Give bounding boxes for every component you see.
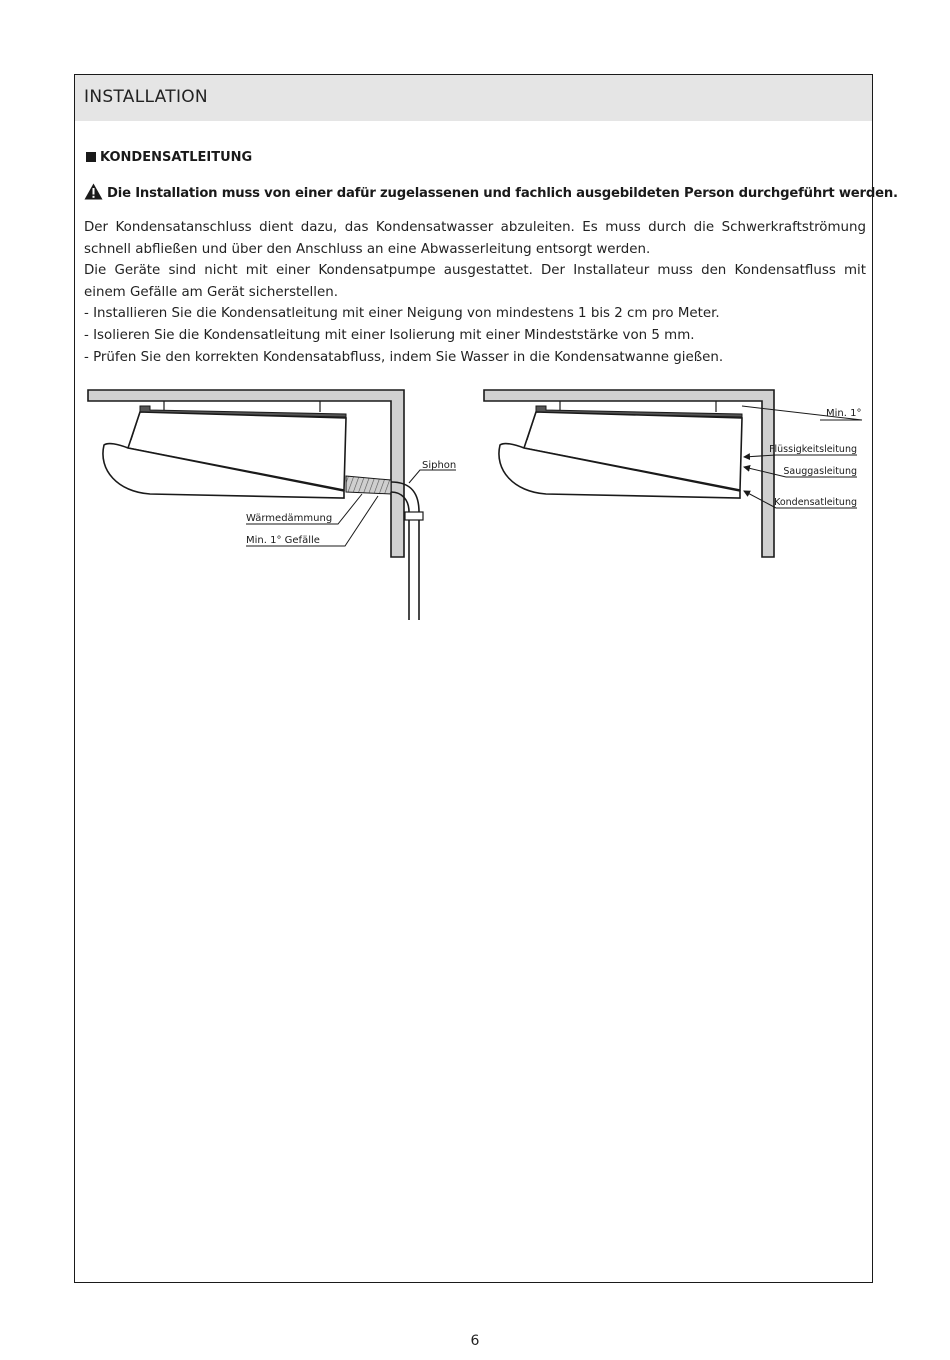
- paragraph-2-line-1: Die Geräte sind nicht mit einer Kondensatpumpe ausgestattet. Der Installateur muss den Kondensatfluss mit: [84, 263, 866, 279]
- left-diagram: [88, 390, 456, 620]
- paragraph-1-line-1: Der Kondensatanschluss dient dazu, das Kondensatwasser abzuleiten. Es muss durch die Schwerkraftströmung: [84, 220, 866, 235]
- label-slope: Min. 1° Gefälle: [246, 535, 320, 546]
- label-liquid-line: Flüssigkeitsleitung: [769, 444, 857, 455]
- label-min-angle: Min. 1°: [826, 408, 862, 419]
- paragraph-2-line-2: einem Gefälle am Gerät sicherstellen.: [84, 284, 338, 300]
- warning-text: Die Installation muss von einer dafür zugelassenen und fachlich ausgebildeten Person durchgeführt werden.: [107, 186, 898, 201]
- right-diagram: [484, 390, 862, 557]
- bullet-item: - Installieren Sie die Kondensatleitung mit einer Neigung von mindestens 1 bis 2 cm pro Meter.: [84, 306, 720, 322]
- bullet-item: - Prüfen Sie den korrekten Kondensatabfluss, indem Sie Wasser in die Kondensatwanne gießen.: [84, 349, 724, 365]
- insulation-hatch: [346, 476, 391, 494]
- installation-diagrams: [0, 0, 950, 640]
- header-title: INSTALLATION: [84, 87, 208, 107]
- label-siphon: Siphon: [422, 460, 457, 471]
- label-suction-line: Sauggasleitung: [783, 466, 857, 477]
- label-insulation: Wärmedämmung: [246, 513, 333, 524]
- section-heading-text: KONDENSATLEITUNG: [100, 150, 253, 165]
- page-number: 6: [470, 1333, 480, 1349]
- bullet-item: - Isolieren Sie die Kondensatleitung mit einer Isolierung mit einer Mindeststärke von 5 mm.: [84, 327, 695, 343]
- label-condensate-line: Kondensatleitung: [774, 497, 857, 508]
- paragraph-1-line-2: schnell abfließen und über den Anschluss an eine Abwasserleitung entsorgt werden.: [84, 241, 651, 257]
